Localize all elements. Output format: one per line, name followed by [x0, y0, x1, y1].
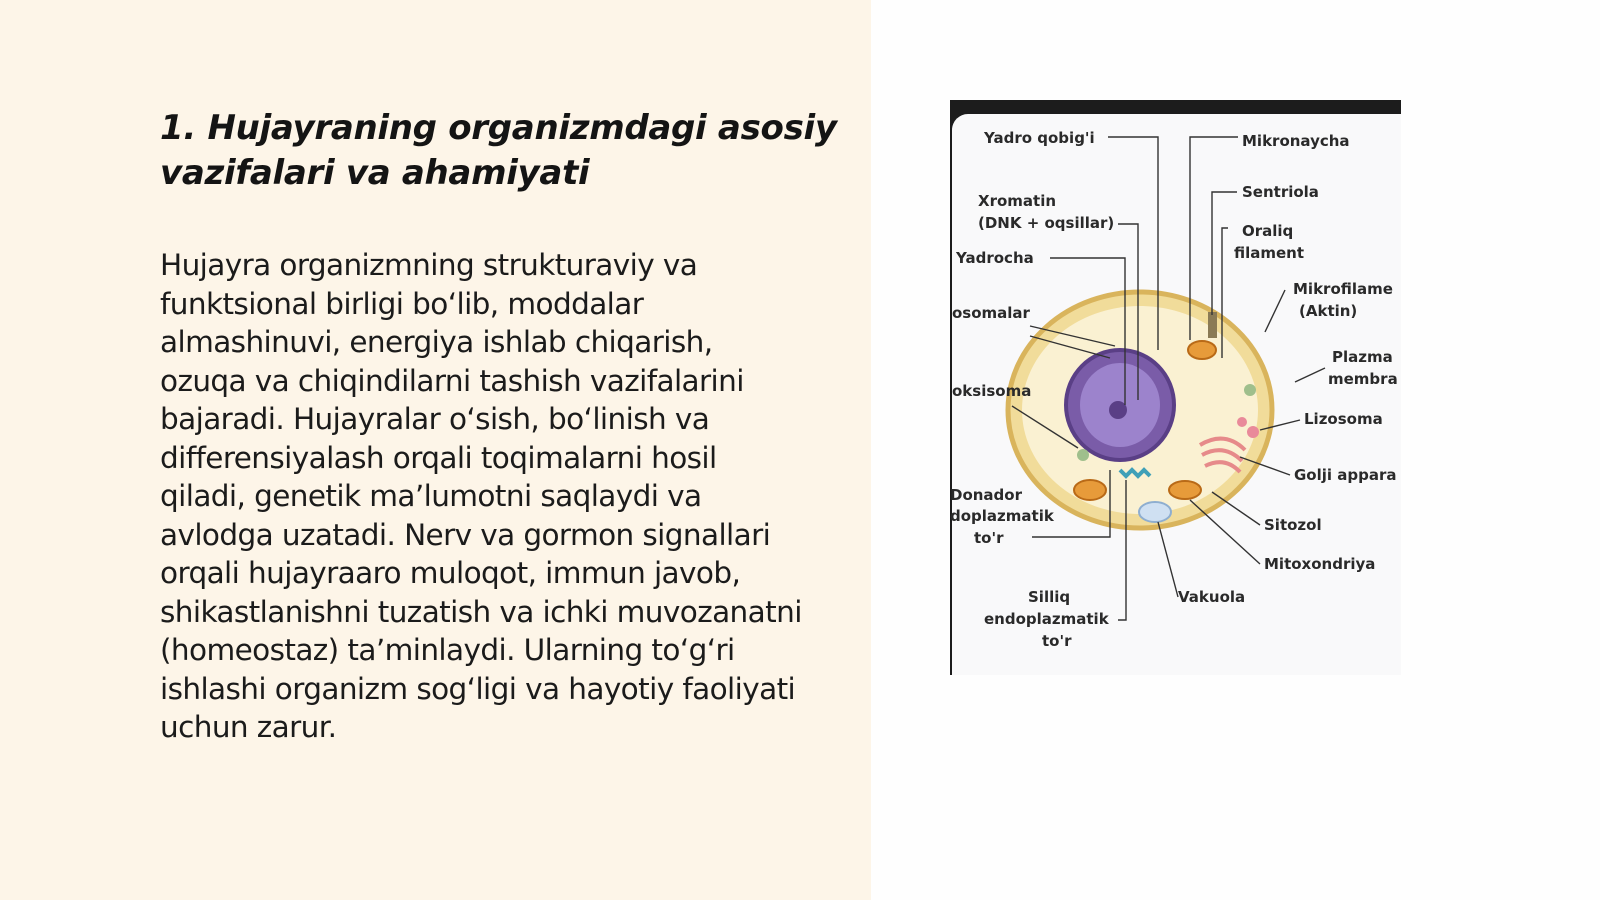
label-xromatin-1: Xromatin [978, 192, 1057, 210]
label-plazma-2: membra [1328, 370, 1398, 388]
label-sitozol: Sitozol [1264, 516, 1322, 534]
label-mikrofilament-2: (Aktin) [1299, 302, 1358, 320]
slide-title [160, 106, 860, 196]
slide-title-line-1: 1. Hujayraning organizmdagi asosiy [160, 108, 837, 148]
peroxisome-shape [1077, 449, 1089, 461]
mitochondrion-shape-2 [1074, 480, 1106, 500]
label-oraliq-1: Oraliq [1242, 222, 1294, 240]
label-vakuola: Vakuola [1178, 588, 1246, 606]
label-mitoxondriya: Mitoxondriya [1264, 555, 1376, 573]
label-mikrofilament-1: Mikrofilame [1293, 280, 1393, 298]
label-donador-2: doplazmatik [950, 507, 1054, 525]
mitochondrion-shape-3 [1169, 481, 1201, 499]
slide-title-line-2: vazifalari va ahamiyati [160, 153, 590, 193]
centriole-shape [1208, 312, 1217, 338]
label-silliq-2: endoplazmatik [984, 610, 1109, 628]
slide-body-text: Hujayra organizmning strukturaviy va funktsional birligi bo‘lib, moddalar almashinuvi, energiya ishlab chiqarish, ozuqa va chiqindilarni tashish vazifalarini bajaradi. Hujayralar o‘sish, bo‘linish va differensiyalash orqali toqimalarni hosil qiladi, genetik ma’lumotni saqlaydi va avlodga uzatadi. Nerv va gormon signallari orqali hujayraaro muloqot, immun javob, shikastlanishni tuzatish va ichki muvozanatni (homeostaz) ta’minlaydi. Ularning to‘g‘ri ishlashi organizm sog‘ligi va hayotiy faoliyati uchun zarur. [160, 248, 802, 744]
label-donador-1: Donador [950, 486, 1022, 504]
label-plazma-1: Plazma [1332, 348, 1393, 366]
label-lizosoma: Lizosoma [1304, 410, 1383, 428]
cell-diagram-figure [950, 100, 1401, 675]
label-xromatin-2: (DNK + oqsillar) [978, 214, 1115, 232]
label-peroksisoma: oksisoma [952, 382, 1032, 400]
mitochondrion-shape-1 [1188, 341, 1216, 359]
label-yadrocha: Yadrocha [956, 249, 1034, 267]
cell-diagram [950, 100, 1401, 675]
label-sentriola: Sentriola [1242, 183, 1319, 201]
lysosome-shape [1247, 426, 1259, 438]
label-mikronaycha: Mikronaycha [1242, 132, 1350, 150]
label-yadro-qobigi: Yadro qobig'i [984, 129, 1095, 147]
label-ribosomalar: osomalar [952, 304, 1030, 322]
label-silliq-3: to'r [1042, 632, 1072, 650]
label-donador-3: to'r [974, 529, 1004, 547]
label-silliq-1: Silliq [1028, 588, 1071, 606]
peroxisome-shape-2 [1244, 384, 1256, 396]
vacuole-shape [1139, 502, 1171, 522]
lysosome-shape-2 [1237, 417, 1247, 427]
label-oraliq-2: filament [1234, 244, 1305, 262]
label-golji: Golji appara [1294, 466, 1397, 484]
